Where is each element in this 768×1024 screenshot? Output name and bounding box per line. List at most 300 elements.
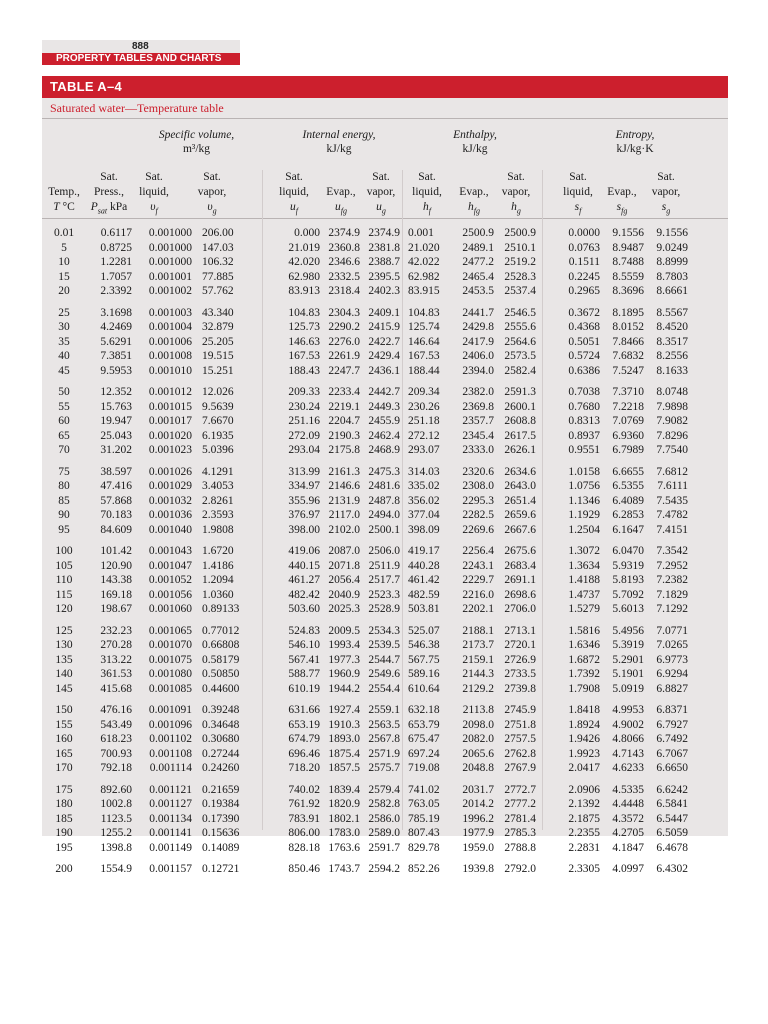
table-cell: 0.001008 — [148, 350, 192, 363]
table-cell: 25.043 — [100, 429, 132, 442]
column-header: Evap., — [607, 186, 637, 198]
table-cell: 2449.3 — [368, 400, 400, 413]
table-cell: 2159.1 — [462, 653, 494, 666]
table-cell: 7.2382 — [656, 574, 688, 587]
table-cell: 0.4368 — [568, 321, 600, 334]
table-cell: 653.79 — [408, 718, 440, 731]
table-cell: 0.001080 — [148, 668, 192, 681]
table-cell: 631.66 — [288, 704, 320, 716]
table-cell: 8.2556 — [656, 350, 688, 363]
table-cell: 1977.3 — [328, 653, 360, 666]
table-cell: 0.001043 — [148, 545, 192, 557]
table-cell: 0.001127 — [149, 798, 192, 811]
table-cell: 6.2853 — [612, 509, 644, 522]
table-cell: 104.83 — [408, 306, 440, 319]
table-cell: 0.001001 — [148, 270, 192, 283]
column-header: $s_{fg}$ — [616, 201, 628, 216]
table-cell: 1.4186 — [202, 559, 234, 572]
table-cell: 2.3593 — [202, 509, 234, 522]
column-header: vapor, — [501, 186, 531, 198]
table-cell: 361.53 — [100, 668, 132, 681]
row-temperature: 110 — [55, 574, 73, 587]
table-cell: 2594.2 — [368, 863, 400, 875]
table-cell: 828.18 — [288, 841, 320, 854]
column-header: liquid, — [563, 186, 593, 198]
table-cell: 1123.5 — [100, 812, 132, 825]
table-cell: 0.001000 — [148, 241, 192, 254]
table-cell: 2772.7 — [504, 783, 536, 796]
table-cell: 892.60 — [100, 783, 132, 796]
table-cell: 0.001015 — [148, 400, 192, 413]
table-cell: 2.8261 — [202, 494, 234, 507]
table-cell: 0.001006 — [148, 335, 192, 348]
table-cell: 62.980 — [288, 270, 320, 283]
table-cell: 7.2218 — [612, 400, 644, 413]
table-cell: 7.6812 — [656, 465, 688, 478]
table-cell: 2233.4 — [328, 386, 360, 398]
table-cell: 15.763 — [100, 400, 132, 413]
table-cell: 293.04 — [288, 444, 320, 457]
table-cell: 2243.1 — [462, 559, 494, 572]
table-cell: 70.183 — [100, 509, 132, 522]
table-cell: 0.001149 — [149, 841, 192, 854]
row-temperature: 155 — [55, 718, 73, 731]
table-cell: 8.4520 — [656, 321, 688, 334]
table-cell: 2056.4 — [328, 574, 360, 587]
table-cell: 2282.5 — [462, 509, 494, 522]
table-cell: 7.7540 — [656, 444, 688, 457]
table-cell: 1959.0 — [462, 841, 494, 854]
table-cell: 546.10 — [288, 639, 320, 652]
row-temperature: 5 — [61, 241, 67, 254]
table-cell: 2357.7 — [462, 415, 494, 428]
table-cell: 0.24260 — [202, 762, 240, 775]
column-header: Temp., — [48, 186, 80, 198]
table-cell: 719.08 — [408, 762, 440, 775]
column-separator — [402, 170, 403, 830]
group-unit: kJ/kg·K — [616, 143, 654, 155]
table-cell: 0.001020 — [148, 429, 192, 442]
group-unit: kJ/kg — [326, 143, 352, 155]
table-cell: 2146.6 — [328, 480, 360, 493]
table-cell: 2589.0 — [368, 827, 400, 840]
table-cell: 503.81 — [408, 603, 440, 616]
table-cell: 2.3392 — [100, 285, 132, 298]
table-cell: 6.5841 — [656, 798, 688, 811]
table-cell: 1.8924 — [568, 718, 600, 731]
table-cell: 0.001052 — [148, 574, 192, 587]
table-cell: 21.019 — [288, 241, 320, 254]
table-cell: 1.5816 — [568, 624, 600, 637]
table-cell: 675.47 — [408, 733, 440, 746]
table-cell: 334.97 — [288, 480, 320, 493]
table-cell: 2014.2 — [462, 798, 494, 811]
table-cell: 1.0756 — [568, 480, 600, 493]
table-cell: 6.7492 — [656, 733, 688, 746]
table-cell: 588.77 — [288, 668, 320, 681]
table-cell: 0.5051 — [568, 335, 600, 348]
table-cell: 783.91 — [288, 812, 320, 825]
row-temperature: 135 — [55, 653, 73, 666]
table-cell: 2544.7 — [368, 653, 400, 666]
table-cell: 0.001040 — [148, 523, 192, 536]
table-cell: 2098.0 — [462, 718, 494, 731]
table-cell: 2733.5 — [504, 668, 536, 681]
table-cell: 2256.4 — [462, 545, 494, 557]
table-cell: 0.27244 — [202, 747, 240, 760]
column-header: vapor, — [197, 186, 227, 198]
table-cell: 0.001065 — [148, 624, 192, 637]
table-cell: 610.19 — [288, 682, 320, 695]
table-cell: 2726.9 — [504, 653, 536, 666]
table-cell: 792.18 — [100, 762, 132, 775]
table-cell: 206.00 — [202, 227, 234, 239]
column-header: Sat. — [100, 171, 118, 183]
table-cell: 9.1556 — [612, 227, 644, 239]
table-cell: 104.83 — [288, 306, 320, 319]
table-cell: 7.1292 — [656, 603, 688, 616]
table-cell: 2757.5 — [504, 733, 536, 746]
table-cell: 829.78 — [408, 841, 440, 854]
table-cell: 5.2901 — [612, 653, 644, 666]
column-header: $h_g$ — [511, 201, 521, 216]
row-temperature: 70 — [58, 444, 70, 457]
table-cell: 2402.3 — [368, 285, 400, 298]
table-cell: 1743.7 — [328, 863, 360, 875]
table-cell: 2332.5 — [328, 270, 360, 283]
table-cell: 653.19 — [288, 718, 320, 731]
row-temperature: 55 — [58, 400, 70, 413]
table-cell: 2465.4 — [462, 270, 494, 283]
table-cell: 0.66808 — [202, 639, 240, 652]
column-header: Sat. — [145, 171, 163, 183]
table-cell: 2751.8 — [504, 718, 536, 731]
table-cell: 1.1929 — [568, 509, 600, 522]
table-cell: 1.4188 — [568, 574, 600, 587]
table-cell: 2202.1 — [462, 603, 494, 616]
table-cell: 5.6291 — [100, 335, 132, 348]
table-cell: 9.5953 — [100, 364, 132, 377]
column-header: $\upsilon_f$ — [150, 201, 158, 216]
table-cell: 2382.0 — [462, 386, 494, 398]
table-cell: 2691.1 — [504, 574, 536, 587]
table-cell: 0.5724 — [568, 350, 600, 363]
table-cell: 0.0000 — [568, 227, 600, 239]
table-cell: 2506.0 — [368, 545, 400, 557]
table-cell: 1.9808 — [202, 523, 234, 536]
table-cell: 2346.6 — [328, 256, 360, 269]
table-cell: 482.42 — [288, 588, 320, 601]
table-cell: 12.026 — [202, 386, 234, 398]
table-cell: 251.18 — [408, 415, 440, 428]
table-cell: 2269.6 — [462, 523, 494, 536]
table-cell: 2500.9 — [462, 227, 494, 239]
table-cell: 2261.9 — [328, 350, 360, 363]
table-cell: 7.1829 — [656, 588, 688, 601]
table-cell: 1857.5 — [328, 762, 360, 775]
table-cell: 83.913 — [288, 285, 320, 298]
table-cell: 2617.5 — [504, 429, 536, 442]
table-cell: 0.001036 — [148, 509, 192, 522]
table-cell: 0.0763 — [568, 241, 600, 254]
table-cell: 2040.9 — [328, 588, 360, 601]
table-cell: 6.6655 — [612, 465, 644, 478]
table-cell: 0.001060 — [148, 603, 192, 616]
table-cell: 4.1291 — [202, 465, 234, 478]
table-cell: 2511.9 — [368, 559, 400, 572]
row-temperature: 80 — [58, 480, 70, 493]
table-cell: 2374.9 — [368, 227, 400, 239]
table-cell: 1554.9 — [100, 863, 132, 875]
table-cell: 8.0152 — [612, 321, 644, 334]
table-cell: 377.04 — [408, 509, 440, 522]
table-cell: 0.001010 — [148, 364, 192, 377]
table-cell: 1.3634 — [568, 559, 600, 572]
table-cell: 2591.7 — [368, 841, 400, 854]
table-top-rule — [42, 118, 728, 119]
row-temperature: 165 — [55, 747, 73, 760]
table-cell: 7.9898 — [656, 400, 688, 413]
table-cell: 84.609 — [100, 523, 132, 536]
table-cell: 567.41 — [288, 653, 320, 666]
row-temperature: 185 — [55, 812, 73, 825]
table-cell: 5.4956 — [612, 624, 644, 637]
table-cell: 4.7143 — [612, 747, 644, 760]
table-cell: 143.38 — [100, 574, 132, 587]
table-cell: 83.915 — [408, 285, 440, 298]
row-temperature: 100 — [55, 545, 73, 557]
table-cell: 2608.8 — [504, 415, 536, 428]
table-cell: 147.03 — [202, 241, 234, 254]
table-cell: 6.6242 — [656, 783, 688, 796]
table-cell: 567.75 — [408, 653, 440, 666]
table-cell: 0.001121 — [149, 783, 192, 796]
row-temperature: 95 — [58, 523, 70, 536]
table-cell: 6.1935 — [202, 429, 234, 442]
table-cell: 146.63 — [288, 335, 320, 348]
column-header: $u_g$ — [376, 201, 386, 216]
table-cell: 1.1346 — [568, 494, 600, 507]
table-cell: 19.947 — [100, 415, 132, 428]
table-cell: 2643.0 — [504, 480, 536, 493]
table-cell: 42.020 — [288, 256, 320, 269]
table-cell: 230.24 — [288, 400, 320, 413]
table-cell: 6.7927 — [656, 718, 688, 731]
table-cell: 272.09 — [288, 429, 320, 442]
section-title: PROPERTY TABLES AND CHARTS — [42, 53, 240, 65]
column-header: Sat. — [569, 171, 587, 183]
table-cell: 8.6661 — [656, 285, 688, 298]
table-cell: 0.001134 — [149, 812, 192, 825]
table-cell: 8.9487 — [612, 241, 644, 254]
table-cell: 32.879 — [202, 321, 234, 334]
table-cell: 6.5059 — [656, 827, 688, 840]
table-cell: 419.17 — [408, 545, 440, 557]
table-cell: 2579.4 — [368, 783, 400, 796]
table-cell: 2555.6 — [504, 321, 536, 334]
table-cell: 2161.3 — [328, 465, 360, 478]
table-cell: 0.15636 — [202, 827, 240, 840]
table-cell: 2360.8 — [328, 241, 360, 254]
header-rule — [42, 218, 728, 219]
row-temperature: 195 — [55, 841, 73, 854]
table-cell: 2188.1 — [462, 624, 494, 637]
table-cell: 31.202 — [100, 444, 132, 457]
table-cell: 398.00 — [288, 523, 320, 536]
table-cell: 2462.4 — [368, 429, 400, 442]
table-cell: 6.0470 — [612, 545, 644, 557]
table-cell: 57.868 — [100, 494, 132, 507]
page-header — [42, 40, 240, 65]
table-cell: 7.3542 — [656, 545, 688, 557]
table-cell: 1939.8 — [462, 863, 494, 875]
table-cell: 1839.4 — [328, 783, 360, 796]
table-cell: 0.001108 — [149, 747, 192, 760]
table-cell: 2600.1 — [504, 400, 536, 413]
table-cell: 7.3851 — [100, 350, 132, 363]
table-cell: 7.8296 — [656, 429, 688, 442]
table-cell: 503.60 — [288, 603, 320, 616]
table-cell: 9.0249 — [656, 241, 688, 254]
table-cell: 0.001096 — [148, 718, 192, 731]
table-cell: 230.26 — [408, 400, 440, 413]
table-cell: 8.3517 — [656, 335, 688, 348]
table-cell: 2582.4 — [504, 364, 536, 377]
table-cell: 2409.1 — [368, 306, 400, 319]
column-header: Sat. — [507, 171, 525, 183]
table-cell: 546.38 — [408, 639, 440, 652]
table-cell: 0.6386 — [568, 364, 600, 377]
table-cell: 8.7488 — [612, 256, 644, 269]
table-cell: 0.001012 — [148, 386, 192, 398]
group-header — [274, 128, 404, 156]
table-cell: 4.1847 — [612, 841, 644, 854]
table-cell: 0.89133 — [202, 603, 240, 616]
table-cell: 2626.1 — [504, 444, 536, 457]
table-cell: 2477.2 — [462, 256, 494, 269]
column-header: Press., — [93, 186, 125, 198]
table-cell: 146.64 — [408, 335, 440, 348]
table-cell: 632.18 — [408, 704, 440, 716]
table-cell: 2500.1 — [368, 523, 400, 536]
table-cell: 1993.4 — [328, 639, 360, 652]
table-cell: 209.34 — [408, 386, 440, 398]
table-cell: 589.16 — [408, 668, 440, 681]
table-cell: 4.6233 — [612, 762, 644, 775]
group-title: Specific volume, — [158, 129, 235, 141]
table-cell: 806.00 — [288, 827, 320, 840]
table-cell: 7.3710 — [612, 386, 644, 398]
table-cell: 42.022 — [408, 256, 440, 269]
table-cell: 169.18 — [100, 588, 132, 601]
table-cell: 1.7057 — [100, 270, 132, 283]
column-header: vapor, — [366, 186, 396, 198]
column-header: Sat. — [285, 171, 303, 183]
table-cell: 6.8827 — [656, 682, 688, 695]
row-temperature: 125 — [55, 624, 73, 637]
table-cell: 198.67 — [100, 603, 132, 616]
table-cell: 700.93 — [100, 747, 132, 760]
table-cell: 2247.7 — [328, 364, 360, 377]
table-cell: 2523.3 — [368, 588, 400, 601]
column-header: liquid, — [139, 186, 169, 198]
table-cell: 167.53 — [408, 350, 440, 363]
group-header — [410, 128, 540, 156]
column-header: $P_{sat}$ kPa — [90, 201, 128, 216]
table-cell: 1977.9 — [462, 827, 494, 840]
table-cell: 0.7038 — [568, 386, 600, 398]
table-cell: 7.0265 — [656, 639, 688, 652]
table-cell: 8.8999 — [656, 256, 688, 269]
table-cell: 0.44600 — [202, 682, 240, 695]
table-cell: 2698.6 — [504, 588, 536, 601]
table-cell: 7.6111 — [657, 480, 688, 493]
table-cell: 2573.5 — [504, 350, 536, 363]
page-number: 888 — [42, 40, 240, 53]
table-cell: 2374.9 — [328, 227, 360, 239]
table-cell: 461.27 — [288, 574, 320, 587]
table-cell: 0.77012 — [202, 624, 240, 637]
table-cell: 0.58179 — [202, 653, 240, 666]
table-cell: 1927.4 — [328, 704, 360, 716]
table-cell: 106.32 — [202, 256, 234, 269]
table-cell: 125.73 — [288, 321, 320, 334]
row-temperature: 0.01 — [53, 227, 75, 239]
table-cell: 2308.0 — [462, 480, 494, 493]
table-cell: 2436.1 — [368, 364, 400, 377]
column-separator — [542, 170, 543, 830]
table-cell: 125.74 — [408, 321, 440, 334]
table-cell: 2554.4 — [368, 682, 400, 695]
table-cell: 2394.0 — [462, 364, 494, 377]
table-cell: 7.2952 — [656, 559, 688, 572]
table-cell: 1763.6 — [328, 841, 360, 854]
table-cell: 6.5447 — [656, 812, 688, 825]
table-cell: 7.4151 — [656, 523, 688, 536]
table-cell: 38.597 — [100, 465, 132, 478]
group-header — [550, 128, 720, 156]
table-cell: 8.1633 — [656, 364, 688, 377]
table-cell: 1910.3 — [328, 718, 360, 731]
table-cell: 2415.9 — [368, 321, 400, 334]
row-temperature: 150 — [55, 704, 73, 716]
column-header: $s_f$ — [574, 201, 582, 216]
table-cell: 2455.9 — [368, 415, 400, 428]
table-cell: 415.68 — [100, 682, 132, 695]
table-cell: 2559.1 — [368, 704, 400, 716]
table-cell: 2675.6 — [504, 545, 536, 557]
table-cell: 2683.4 — [504, 559, 536, 572]
table-cell: 209.33 — [288, 386, 320, 398]
row-temperature: 160 — [55, 733, 73, 746]
column-header: Evap., — [459, 186, 489, 198]
table-cell: 2173.7 — [462, 639, 494, 652]
table-cell: 2549.6 — [368, 668, 400, 681]
table-cell: 2304.3 — [328, 306, 360, 319]
table-cell: 852.26 — [408, 863, 440, 875]
table-cell: 440.28 — [408, 559, 440, 572]
table-cell: 2113.8 — [462, 704, 494, 716]
table-cell: 1.8418 — [568, 704, 600, 716]
table-cell: 2494.0 — [368, 509, 400, 522]
table-cell: 2175.8 — [328, 444, 360, 457]
table-cell: 5.0396 — [202, 444, 234, 457]
table-cell: 0.1511 — [568, 256, 600, 269]
table-cell: 2.0417 — [568, 762, 600, 775]
table-cell: 1.7392 — [568, 668, 600, 681]
row-temperature: 175 — [55, 783, 73, 796]
table-cell: 8.1895 — [612, 306, 644, 319]
